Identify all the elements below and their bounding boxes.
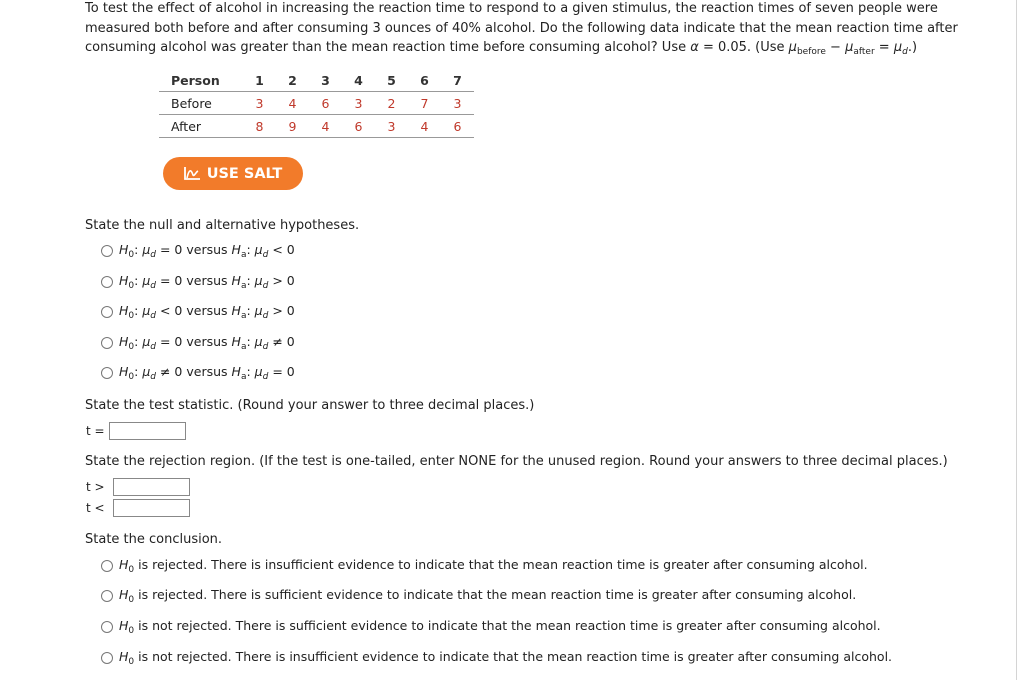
radio-button[interactable] — [101, 337, 113, 349]
conclusion-option-2[interactable]: $H_0$ is rejected. There is sufficient evidence to indicate that the mean reaction time is greater after consuming alcohol. — [101, 587, 856, 605]
radio-button[interactable] — [101, 276, 113, 288]
conclusion-option-3[interactable]: $H_0$ is not rejected. There is sufficient evidence to indicate that the mean reaction time is greater after consuming alcohol. — [101, 618, 881, 636]
table-cell: 7 — [408, 92, 441, 115]
person-header: 4 — [354, 72, 363, 88]
table-cell: 9 — [276, 115, 309, 138]
table-cell: 3 — [375, 115, 408, 138]
hypothesis-option-4[interactable]: $H_0$: $\mu_d = 0$ versus $H_a$: $\mu_d \ne 0$ — [101, 334, 295, 352]
row-label: After — [159, 115, 243, 138]
table-header-label: Person — [171, 72, 220, 88]
person-header: 1 — [255, 72, 264, 88]
table-row — [159, 115, 474, 138]
person-header: 6 — [420, 72, 429, 88]
table-cell: 4 — [276, 92, 309, 115]
table-cell: 6 — [441, 115, 474, 138]
table-cell: 6 — [342, 115, 375, 138]
conclusion-option-1[interactable]: $H_0$ is rejected. There is insufficient evidence to indicate that the mean reaction time is greater after consuming alcohol. — [101, 557, 868, 575]
table-cell: 8 — [243, 115, 276, 138]
table-cell: 2 — [375, 92, 408, 115]
person-header: 2 — [288, 72, 297, 88]
data-table — [159, 69, 474, 138]
radio-button[interactable] — [101, 367, 113, 379]
radio-button[interactable] — [101, 560, 113, 572]
table-cell: 4 — [408, 115, 441, 138]
hypothesis-option-5[interactable]: $H_0$: $\mu_d \ne 0$ versus $H_a$: $\mu_d = 0$ — [101, 364, 295, 382]
radio-button[interactable] — [101, 245, 113, 257]
question-text: To test the effect of alcohol in increasing the reaction time to respond to a given stimulus, the reaction times of seven people were measured both before and after consuming 3 ounces of 40% alcohol. Do the following data indicate that the mean reaction time after consuming alcohol was greater than the mean reaction time before consuming alcohol? Use α = 0.05. (Use $\mu_{before} - \mu_{after} = \mu_d$.) — [85, 1, 958, 57]
t-less-label: t < — [86, 501, 105, 515]
t-greater-label: t > — [86, 480, 105, 494]
row-label: Before — [159, 92, 243, 115]
hypothesis-option-2[interactable]: $H_0$: $\mu_d = 0$ versus $H_a$: $\mu_d > 0$ — [101, 273, 295, 291]
hypotheses-prompt: State the null and alternative hypotheses. — [85, 218, 360, 233]
radio-button[interactable] — [101, 590, 113, 602]
person-header: 5 — [387, 72, 396, 88]
radio-button[interactable] — [101, 621, 113, 633]
table-cell: 3 — [441, 92, 474, 115]
conclusion-option-4[interactable]: $H_0$ is not rejected. There is insufficient evidence to indicate that the mean reaction time is greater after consuming alcohol. — [101, 649, 892, 667]
person-header: 7 — [453, 72, 462, 88]
salt-chart-icon — [184, 166, 201, 181]
hypothesis-option-1[interactable]: $H_0$: $\mu_d = 0$ versus $H_a$: $\mu_d < 0$ — [101, 242, 295, 260]
table-cell: 6 — [309, 92, 342, 115]
use-salt-label: USE SALT — [206, 165, 283, 182]
radio-button[interactable] — [101, 652, 113, 664]
t-equals-label: t = — [86, 424, 105, 438]
test-statistic-input[interactable] — [109, 422, 186, 440]
use-salt-button[interactable] — [163, 157, 303, 190]
conclusion-prompt: State the conclusion. — [85, 532, 223, 547]
table-cell: 3 — [342, 92, 375, 115]
test-statistic-prompt: State the test statistic. (Round your answer to three decimal places.) — [85, 398, 535, 413]
table-cell: 4 — [309, 115, 342, 138]
table-row — [159, 92, 474, 115]
person-header: 3 — [321, 72, 330, 88]
table-cell: 3 — [243, 92, 276, 115]
right-border — [1016, 0, 1017, 680]
rejection-lower-input[interactable] — [113, 499, 190, 517]
rejection-upper-input[interactable] — [113, 478, 190, 496]
hypothesis-option-3[interactable]: $H_0$: $\mu_d < 0$ versus $H_a$: $\mu_d > 0$ — [101, 303, 295, 321]
rejection-region-prompt: State the rejection region. (If the test is one-tailed, enter NONE for the unused region. Round your answers to three decimal places.) — [85, 454, 948, 469]
radio-button[interactable] — [101, 306, 113, 318]
